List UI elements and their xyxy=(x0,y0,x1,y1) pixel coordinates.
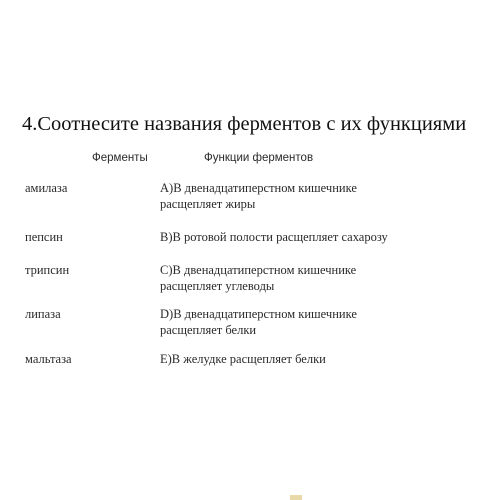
column-header-enzymes: Ферменты xyxy=(92,152,148,164)
function-line: С)В двенадцатиперстном кишечнике xyxy=(160,263,357,277)
function-line: Е)В желудке расщепляет белки xyxy=(160,352,326,366)
function-line: D)В двенадцатиперстном кишечнике xyxy=(160,307,357,321)
enzyme-function xyxy=(160,306,460,338)
enzyme-name: трипсин xyxy=(25,263,70,277)
enzyme-name: амилаза xyxy=(25,181,68,195)
enzyme-function xyxy=(160,351,460,367)
scan-mark xyxy=(290,495,302,500)
column-header-functions: Функции ферментов xyxy=(204,152,314,164)
function-line: А)В двенадцатиперстном кишечнике xyxy=(160,181,357,195)
function-line: В)В ротовой полости расщепляет сахарозу xyxy=(160,230,388,244)
enzyme-name: мальтаза xyxy=(25,352,72,366)
enzyme-function xyxy=(160,180,460,212)
enzyme-name: липаза xyxy=(25,307,61,321)
enzyme-name: пепсин xyxy=(25,230,63,244)
function-line: расщепляет жиры xyxy=(160,197,256,211)
enzyme-function xyxy=(160,262,460,294)
function-line: расщепляет белки xyxy=(160,323,257,337)
enzyme-function xyxy=(160,229,460,245)
function-line: расщепляет углеводы xyxy=(160,279,275,293)
task-title: 4.Соотнесите названия ферментов с их функциями xyxy=(22,113,467,135)
